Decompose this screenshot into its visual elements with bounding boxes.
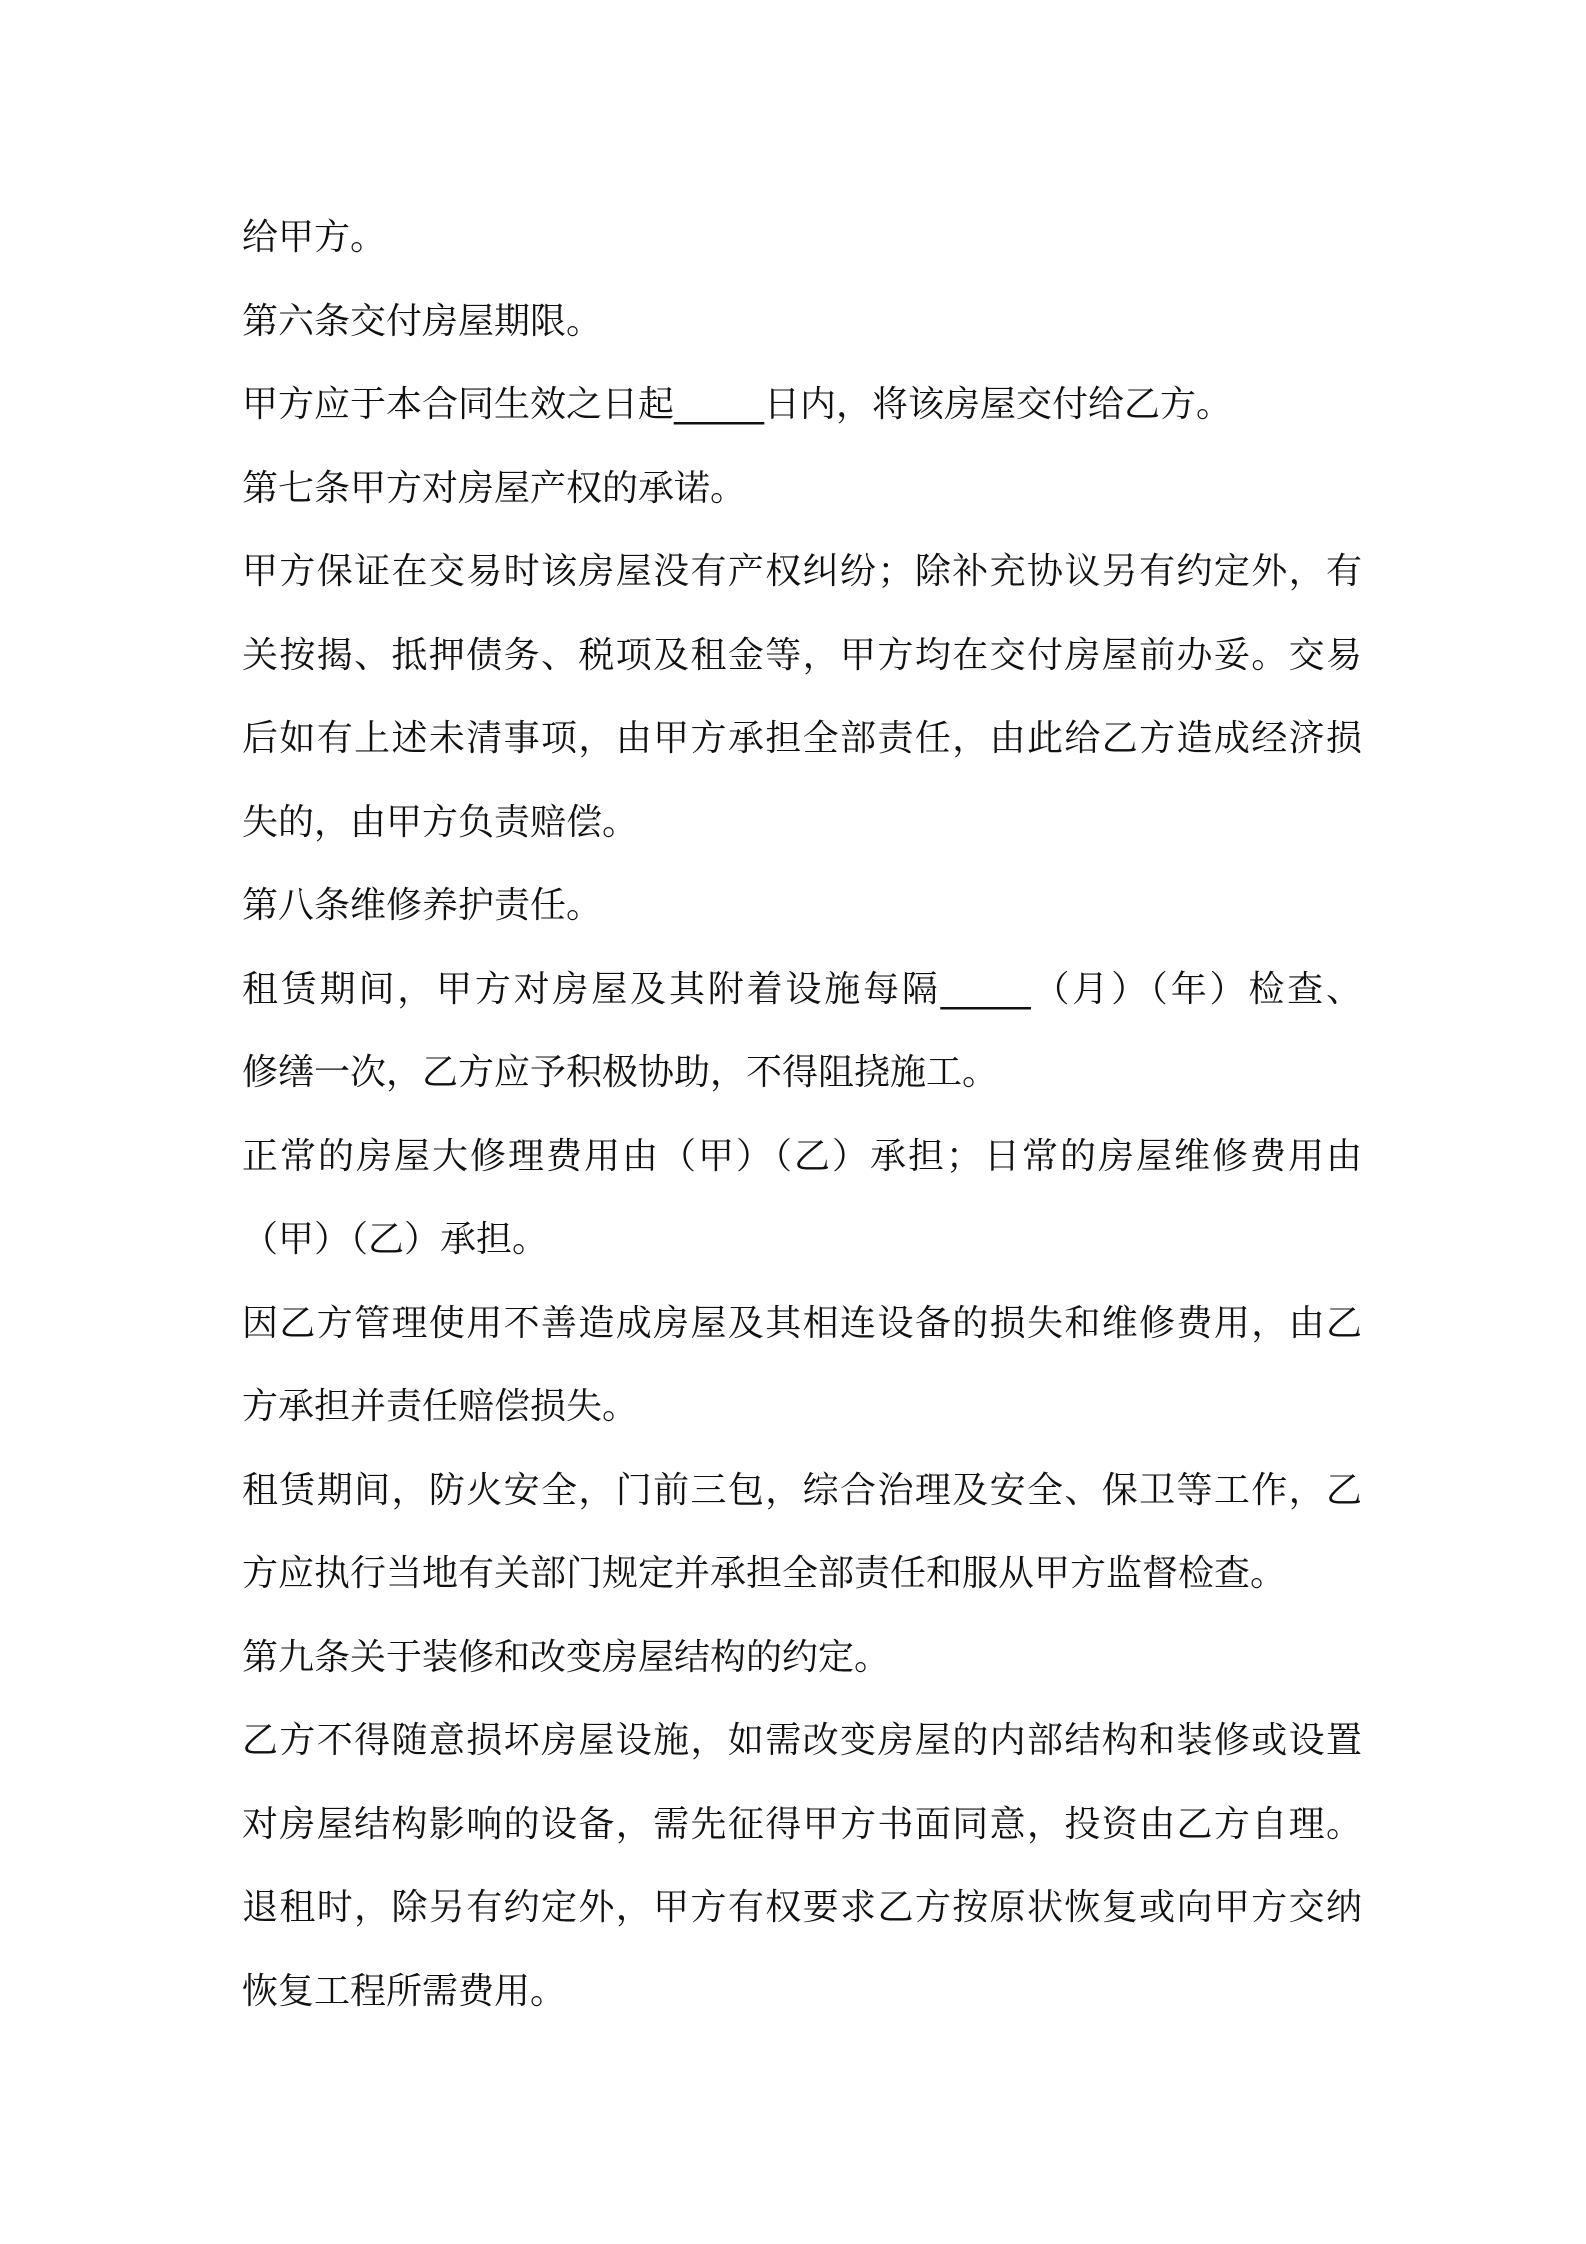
text-line: 后如有上述未清事项，由甲方承担全部责任，由此给乙方造成经济损 [242,718,1362,759]
text-line: 租赁期间，防火安全，门前三包，综合治理及安全、保卫等工作，乙 [242,1469,1362,1511]
clause-heading: 第九条关于装修和改变房屋结构的约定。 [242,1636,891,1678]
text-line: 失的，由甲方负责赔偿。 [242,801,639,843]
text-line: 给甲方。 [242,217,387,258]
clause-heading: 第七条甲方对房屋产权的承诺。 [242,467,747,509]
clause-heading: 第六条交付房屋期限。 [242,300,603,342]
text-line: 退租时，除另有约定外，甲方有权要求乙方按原状恢复或向甲方交纳 [242,1887,1362,1928]
text-line: 因乙方管理使用不善造成房屋及其相连设备的损失和维修费用，由乙 [242,1302,1362,1344]
text-line: 甲方应于本合同生效之日起_____日内，将该房屋交付给乙方。 [242,384,1233,425]
text-line: 方承担并责任赔偿损失。 [242,1386,639,1427]
contract-text [242,196,1362,2033]
text-line: 修缮一次，乙方应予积极协助，不得阻挠施工。 [242,1052,999,1093]
text-line: 甲方保证在交易时该房屋没有产权纠纷；除补充协议另有约定外，有 [242,551,1362,592]
text-line: 乙方不得随意损坏房屋设施，如需改变房屋的内部结构和装修或设置 [242,1720,1362,1761]
text-line: 关按揭、抵押债务、税项及租金等，甲方均在交付房屋前办妥。交易 [242,634,1362,676]
text-line: 方应执行当地有关部门规定并承担全部责任和服从甲方监督检查。 [242,1553,1287,1594]
text-line: 租赁期间，甲方对房屋及其附着设施每隔_____（月）（年）检查、 [242,968,1362,1010]
text-line: 恢复工程所需费用。 [242,1970,567,2012]
text-line: 正常的房屋大修理费用由（甲）（乙）承担；日常的房屋维修费用由 [242,1135,1362,1177]
text-line: 对房屋结构影响的设备，需先征得甲方书面同意，投资由乙方自理。 [242,1803,1362,1845]
text-line: （甲）（乙）承担。 [242,1219,549,1260]
clause-heading: 第八条维修养护责任。 [242,885,603,926]
